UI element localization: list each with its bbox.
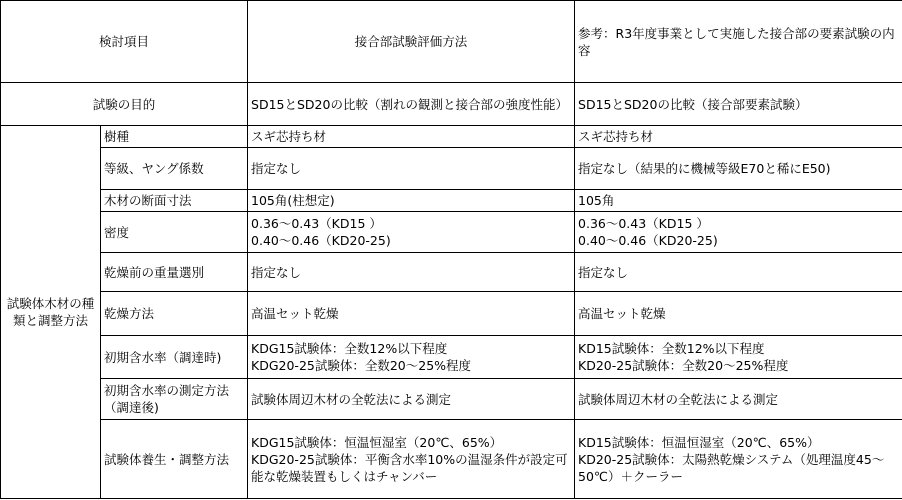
row-label: 樹種 <box>101 126 248 148</box>
row-reference: KD15試験体：恒温恒湿室（20℃、65%） KD20-25試験体：太陽熱乾燥システム（処理温度45～50℃）＋クーラー <box>575 420 902 499</box>
row-reference: 指定なし <box>575 253 902 292</box>
header-row <box>1 1 902 83</box>
row-method: 105角(柱想定) <box>248 190 575 212</box>
purpose-label: 試験の目的 <box>1 83 248 126</box>
table-row <box>1 253 902 292</box>
table-row <box>1 212 902 253</box>
row-method: 0.36～0.43（KD15 ） 0.40～0.46（KD20-25) <box>248 212 575 253</box>
table-row <box>1 420 902 499</box>
row-reference: 105角 <box>575 190 902 212</box>
row-label: 木材の断面寸法 <box>101 190 248 212</box>
row-label: 等級、ヤング係数 <box>101 148 248 190</box>
row-method: KDG15試験体：恒温恒湿室（20℃、65%） KDG20-25試験体：平衡含水率10%の温湿条件が設定可能な乾燥装置もしくはチャンバー <box>248 420 575 499</box>
row-label: 初期含水率（調達時) <box>101 336 248 379</box>
table-row <box>1 148 902 190</box>
purpose-method: SD15とSD20の比較（割れの観測と接合部の強度性能） <box>248 83 575 126</box>
row-label: 初期含水率の測定方法（調達後) <box>101 379 248 420</box>
row-method: 指定なし <box>248 148 575 190</box>
row-reference: スギ芯持ち材 <box>575 126 902 148</box>
header-method-cell: 接合部試験評価方法 <box>248 1 575 83</box>
row-method: 高温セット乾燥 <box>248 292 575 336</box>
header-item-cell: 検討項目 <box>1 1 248 83</box>
table-row <box>1 336 902 379</box>
row-label: 密度 <box>101 212 248 253</box>
table-row <box>1 126 902 148</box>
row-method: スギ芯持ち材 <box>248 126 575 148</box>
table-row <box>1 292 902 336</box>
row-method: 指定なし <box>248 253 575 292</box>
row-method: 試験体周辺木材の全乾法による測定 <box>248 379 575 420</box>
row-reference: 高温セット乾燥 <box>575 292 902 336</box>
purpose-reference: SD15とSD20の比較（接合部要素試験） <box>575 83 902 126</box>
row-reference: 指定なし（結果的に機械等級E70と稀にE50) <box>575 148 902 190</box>
row-label: 試験体養生・調整方法 <box>101 420 248 499</box>
row-label: 乾燥前の重量選別 <box>101 253 248 292</box>
table-row <box>1 379 902 420</box>
purpose-row <box>1 83 902 126</box>
group-label: 試験体木材の種類と調整方法 <box>1 126 101 499</box>
row-label: 乾燥方法 <box>101 292 248 336</box>
header-reference-cell: 参考：R3年度事業として実施した接合部の要素試験の内容 <box>575 1 902 83</box>
row-reference: 0.36～0.43（KD15 ） 0.40～0.46（KD20-25) <box>575 212 902 253</box>
row-method: KDG15試験体：全数12%以下程度 KDG20-25試験体：全数20～25%程度 <box>248 336 575 379</box>
table-row <box>1 190 902 212</box>
row-reference: 試験体周辺木材の全乾法による測定 <box>575 379 902 420</box>
row-reference: KD15試験体：全数12%以下程度 KD20-25試験体：全数20～25%程度 <box>575 336 902 379</box>
